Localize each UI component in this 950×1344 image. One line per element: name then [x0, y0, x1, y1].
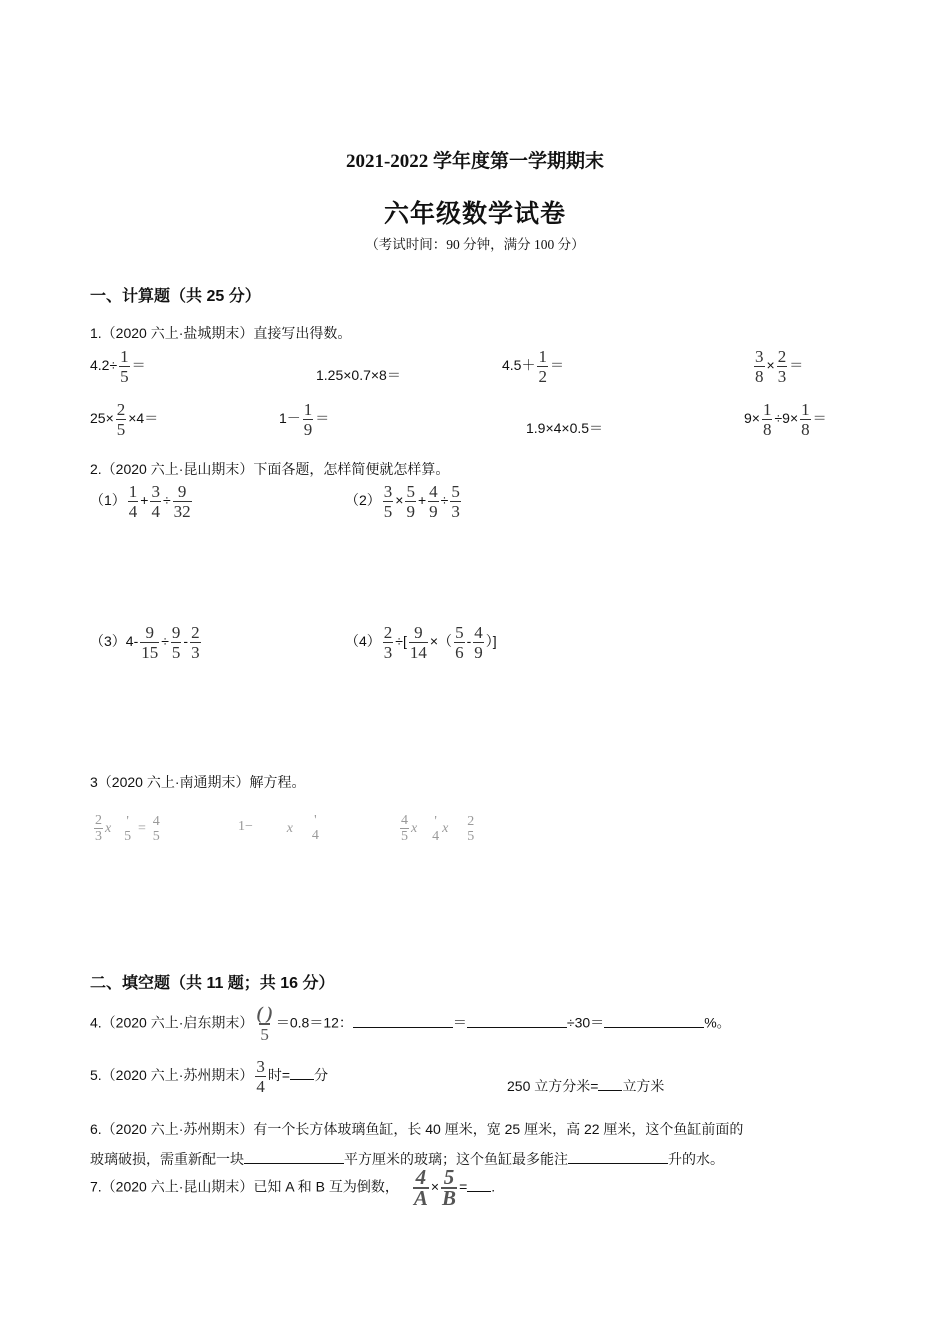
q3-prompt: 3（2020 六上·南通期末）解方程。 — [90, 774, 306, 790]
q1-item-d: $\frac{3}{8}$ × $\frac{2}{3}$ ＝ — [755, 347, 804, 386]
q3-equation-3: $\frac{4}{5}$ x ' 4 x 2 5 — [401, 813, 475, 844]
q6-blank-2[interactable] — [568, 1149, 668, 1164]
q1-prompt: 1.（2020 六上·盐城期末）直接写出得数。 — [90, 325, 352, 341]
q7: 7.（2020 六上·昆山期末）已知 A 和 B 互为倒数， $\frac{4}{A}$ × $\frac{5}{B}$ = . — [90, 1165, 496, 1210]
q1-item-c: 4.5＋ $\frac{1}{2}$ ＝ — [502, 347, 564, 386]
q1-item-h: 9× $\frac{1}{8}$ ÷9× $\frac{1}{8}$ ＝ — [744, 400, 827, 439]
q5-part-b: 250 立方分米= 立方米 — [507, 1078, 665, 1094]
q2-prompt: 2.（2020 六上·昆山期末）下面各题，怎样简便就怎样算。 — [90, 461, 450, 477]
q3-equation-2: 1− x ' 4 — [238, 813, 319, 843]
q7-blank[interactable] — [467, 1177, 491, 1192]
exam-title: 六年级数学试卷 — [383, 200, 566, 228]
q2-problem-2: （2） $\frac{3}{5}$ × $\frac{5}{9}$ + $\frac{4}{9}$ ÷ $\frac{5}{3}$ — [345, 482, 460, 521]
year-title: 2021-2022 学年度第一学期期末 — [345, 151, 605, 172]
q1-item-b: 1.25×0.7×8＝ — [316, 367, 401, 383]
q4-blank-1[interactable] — [353, 1013, 453, 1028]
q4-blank-3[interactable] — [604, 1013, 704, 1028]
q1-item-e: 25× $\frac{2}{5}$ ×4＝ — [90, 400, 159, 439]
q6-line-1: 6.（2020 六上·苏州期末）有一个长方体玻璃鱼缸，长 40 厘米，宽 25 厘米，高 22 厘米，这个鱼缸前面的 — [90, 1121, 744, 1137]
q1-item-a: 4.2÷ $\frac{1}{5}$ ＝ — [90, 347, 146, 386]
section1-heading: 一、计算题（共 25 分） — [90, 288, 261, 305]
q4-blank-2[interactable] — [467, 1013, 567, 1028]
q5-blank-1[interactable] — [290, 1065, 314, 1080]
q6-blank-1[interactable] — [244, 1149, 344, 1164]
q4: 4.（2020 六上·启东期末） $\frac{( )}{5}$ ＝0.8＝12： ＝ ÷30＝ %。 — [90, 1003, 731, 1044]
q2-problem-3: （3）4- $\frac{9}{15}$ ÷ $\frac{9}{5}$ - $\frac{2}{3}$ — [90, 623, 200, 662]
q5-blank-2[interactable] — [598, 1076, 622, 1091]
q2-problem-4: （4） $\frac{2}{3}$ ÷[ $\frac{9}{14}$ ×（ $\frac{5}{6}$ - $\frac{4}{9}$ ）] — [345, 623, 497, 662]
q3-equation-1: $\frac{2}{3}$ x ' 5 = 4 5 — [95, 813, 160, 844]
q1-item-f: 1－ $\frac{1}{9}$ ＝ — [279, 400, 330, 439]
q6-line-2: 玻璃破损，需重新配一块 平方厘米的玻璃；这个鱼缸最多能注 升的水。 — [90, 1151, 724, 1167]
section2-heading: 二、填空题（共 11 题；共 16 分） — [90, 975, 335, 992]
exam-info: （考试时间：90 分钟，满分 100 分） — [365, 237, 585, 252]
q2-problem-1: （1） $\frac{1}{4}$ + $\frac{3}{4}$ ÷ $\frac{9}{32}$ — [90, 482, 191, 521]
q1-item-g: 1.9×4×0.5＝ — [526, 420, 604, 436]
q5-part-a: 5.（2020 六上·苏州期末） $\frac{3}{4}$ 时= 分 — [90, 1057, 329, 1096]
